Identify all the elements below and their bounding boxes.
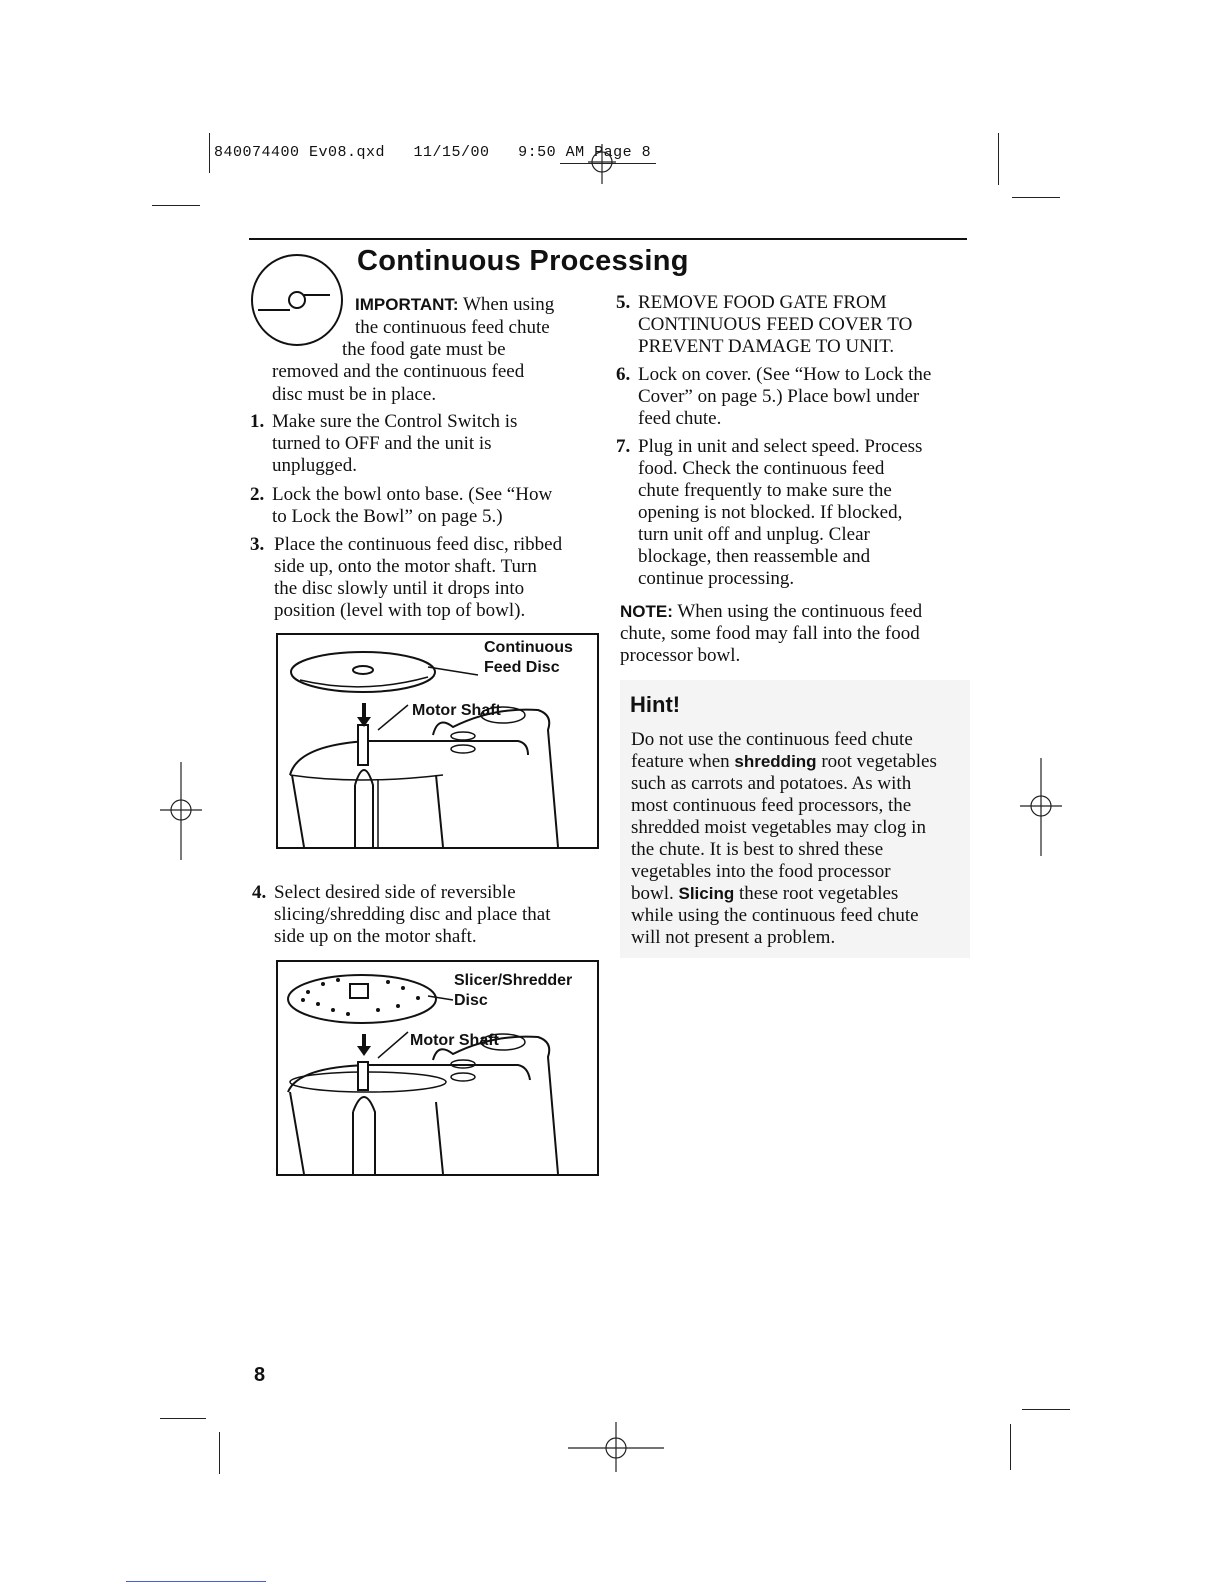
- crop-mark: [998, 133, 999, 185]
- figure-slicer-shredder-disc: [276, 960, 599, 1176]
- hint-keyword-shredding: shredding: [734, 752, 817, 771]
- note: NOTE: When using the continuous feed chute, some food may fall into the food processor bowl.: [620, 601, 923, 666]
- note-label: NOTE:: [620, 602, 673, 621]
- crop-mark: [1010, 1424, 1011, 1470]
- figure-label-shaft: Motor Shaft: [412, 702, 501, 719]
- registration-mark: [158, 762, 204, 862]
- step-1: 1. Make sure the Control Switch is turned to OFF and the unit is unplugged.: [250, 411, 518, 476]
- step-7: 7. Plug in unit and select speed. Process food. Check the continuous feed chute frequently to make sure the opening is not blocked. If blocked, turn unit off and unplug. Clear blockage, then reassemble and continue processing.: [616, 436, 923, 589]
- hint-title: Hint!: [630, 692, 681, 717]
- important-line: the continuous feed chute: [355, 317, 550, 338]
- important-label: IMPORTANT:: [355, 295, 459, 314]
- step-4: 4. Select desired side of reversible slicing/shredding disc and place that side up on the motor shaft.: [252, 882, 551, 947]
- crop-mark: [219, 1432, 220, 1474]
- registration-mark: [585, 140, 619, 186]
- important-line: the food gate must be: [342, 339, 506, 360]
- title-rule: [249, 238, 967, 240]
- step-2: 2. Lock the bowl onto base. (See “How to Lock the Bowl” on page 5.): [250, 484, 553, 527]
- registration-mark: [566, 1420, 666, 1474]
- slug-file: 840074400 Ev08.qxd: [214, 144, 386, 161]
- figure-continuous-feed-disc: [276, 633, 599, 849]
- step-6: 6. Lock on cover. (See “How to Lock the Cover” on page 5.) Place bowl under feed chute.: [616, 364, 932, 429]
- disc-icon: [250, 250, 350, 350]
- crop-mark: [209, 133, 210, 173]
- bottom-blue-line: [126, 1581, 266, 1582]
- important-line: removed and the continuous feed: [272, 361, 525, 382]
- crop-mark: [1022, 1409, 1070, 1410]
- figure-label-disc: Continuous Feed Disc: [484, 639, 573, 676]
- page-title: Continuous Processing: [357, 245, 689, 277]
- crop-mark: [1012, 197, 1060, 198]
- figure-label-shaft: Motor Shaft: [410, 1032, 499, 1049]
- slug-time: 9:50 AM: [518, 144, 585, 161]
- hint-keyword-slicing: Slicing: [678, 884, 735, 903]
- slug-page: Page 8: [594, 144, 652, 161]
- crop-mark: [152, 205, 200, 206]
- step-5: 5. REMOVE FOOD GATE FROM CONTINUOUS FEED COVER TO PREVENT DAMAGE TO UNIT.: [616, 292, 913, 357]
- slug-date: 11/15/00: [413, 144, 490, 161]
- registration-mark: [1018, 758, 1064, 858]
- important-line: disc must be in place.: [272, 384, 437, 405]
- step-3: 3. Place the continuous feed disc, ribbed side up, onto the motor shaft. Turn the disc slowly until it drops into position (level with top of bowl).: [250, 534, 563, 621]
- figure-label-disc: Slicer/Shredder Disc: [454, 972, 573, 1009]
- crop-mark: [160, 1418, 206, 1419]
- hint-text: Do not use the continuous feed chute feature when shredding root vegetables such as carrots and potatoes. As with most continuous feed processors, the shredded moist vegetables may clog in the chute. It is best to shred these vegetables into the food processor bowl. Slicing these root vegetables while using the continuous feed chute will not present a problem.: [631, 729, 937, 948]
- important-note: IMPORTANT: When using: [355, 294, 555, 315]
- page-number: 8: [254, 1364, 266, 1386]
